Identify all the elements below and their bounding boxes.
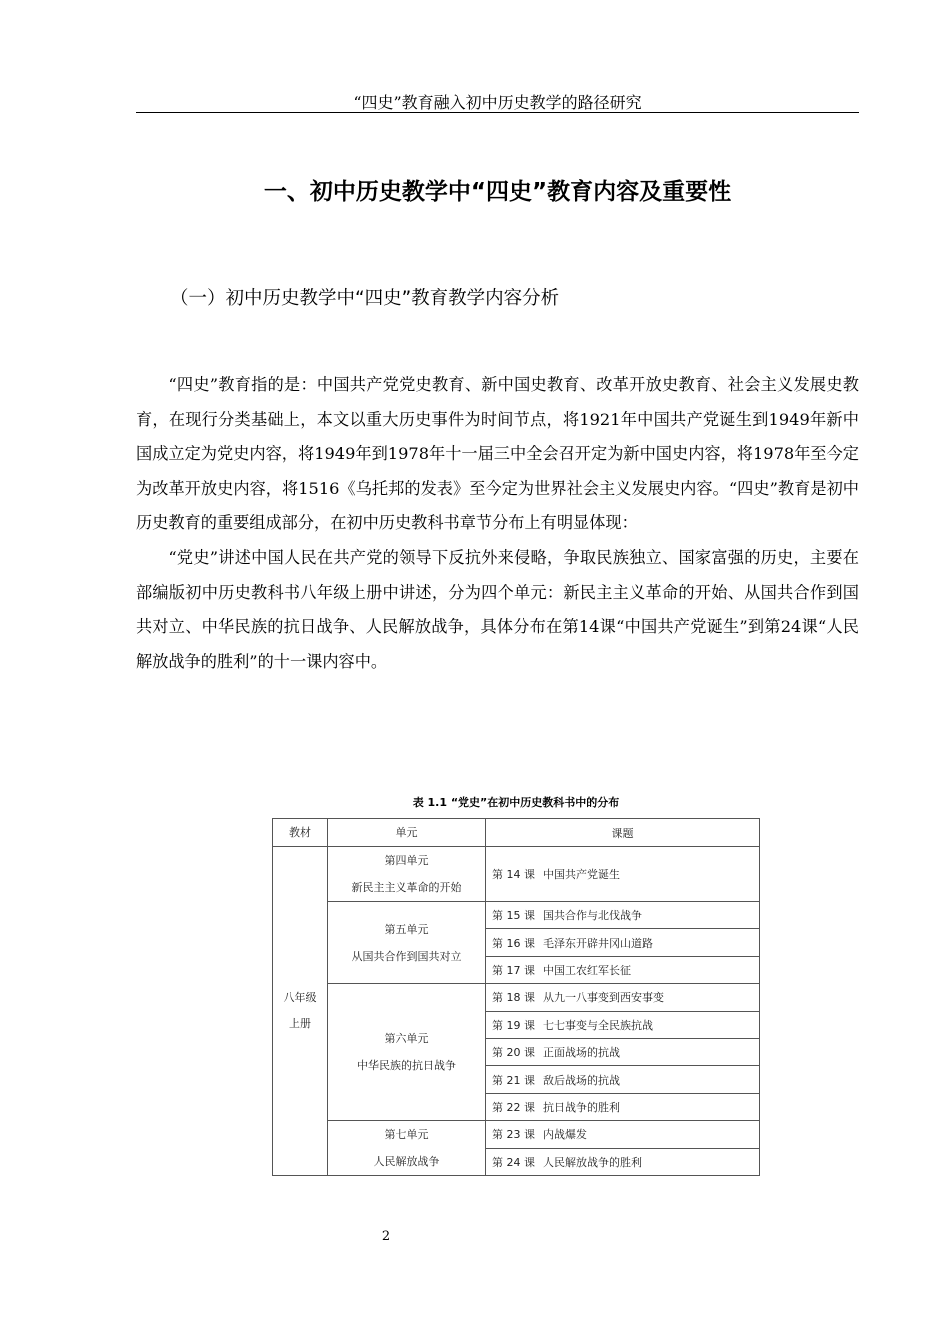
- unit-cell: [328, 984, 486, 1121]
- column-header-unit: 单元: [328, 819, 486, 847]
- party-history-distribution-table: [272, 818, 760, 1176]
- unit-number: 第五单元: [384, 922, 429, 936]
- table-row: [273, 984, 760, 1011]
- table-row: [273, 1121, 760, 1149]
- running-header: “四史”教育融入初中历史教学的路径研究: [353, 93, 642, 112]
- table-caption: 表 1.1 “党史”在初中历史教科书中的分布: [412, 796, 620, 809]
- lesson-number: 第 17 课: [492, 963, 535, 977]
- unit-title: 从国共合作到国共对立: [351, 949, 462, 963]
- lesson-cell: [486, 902, 760, 929]
- lesson-cell: [486, 984, 760, 1011]
- lesson-number: 第 16 课: [492, 936, 535, 950]
- lesson-cell: [486, 929, 760, 956]
- lesson-title: 国共合作与北伐战争: [543, 909, 642, 923]
- unit-title: 新民主主义革命的开始: [351, 881, 462, 894]
- table-row: [273, 902, 760, 929]
- lesson-number: 第 18 课: [492, 991, 535, 1005]
- lesson-number: 第 14 课: [492, 868, 535, 881]
- paragraph: “党史”讲述中国人民在共产党的领导下反抗外来侵略，争取民族独立、国家富强的历史，主要在部编版初中历史教科书八年级上册中讲述，分为四个单元：新民主主义革命的开始、从国共合作到国共对立、中华民族的抗日战争、人民解放战争，具体分布在第14课“中国共产党诞生”到第24课“人民解放战争的胜利”的十一课内容中。: [136, 547, 859, 671]
- lesson-title: 中国共产党诞生: [543, 868, 620, 881]
- unit-title: 人民解放战争: [373, 1155, 440, 1169]
- lesson-title: 七七事变与全民族抗战: [543, 1018, 653, 1032]
- lesson-number: 第 23 课: [492, 1128, 535, 1142]
- lesson-title: 毛泽东开辟井冈山道路: [543, 936, 653, 950]
- lesson-title: 抗日战争的胜利: [543, 1100, 620, 1114]
- grade-line: 上册: [289, 1017, 311, 1031]
- unit-cell: [328, 902, 486, 984]
- lesson-title: 敌后战场的抗战: [543, 1073, 620, 1087]
- unit-title: 中华民族的抗日战争: [357, 1059, 456, 1073]
- column-header-textbook: 教材: [273, 819, 328, 847]
- lesson-cell: [486, 1121, 760, 1149]
- lesson-title: 人民解放战争的胜利: [543, 1155, 642, 1169]
- unit-cell: [328, 847, 486, 902]
- unit-cell: [328, 1121, 486, 1176]
- lesson-number: 第 22 课: [492, 1100, 535, 1114]
- chapter-title: 一、初中历史教学中“四史”教育内容及重要性: [263, 179, 732, 205]
- lesson-number: 第 19 课: [492, 1018, 535, 1032]
- unit-number: 第四单元: [384, 854, 429, 867]
- lesson-number: 第 20 课: [492, 1046, 535, 1060]
- lesson-cell: [486, 1066, 760, 1093]
- lesson-cell: [486, 956, 760, 983]
- lesson-number: 第 21 课: [492, 1073, 535, 1087]
- lesson-number: 第 15 课: [492, 909, 535, 923]
- lesson-title: 从九一八事变到西安事变: [543, 991, 664, 1005]
- page-number: 2: [381, 1229, 391, 1244]
- unit-number: 第七单元: [384, 1128, 429, 1142]
- grade-line: 八年级: [283, 991, 317, 1005]
- unit-number: 第六单元: [384, 1032, 429, 1046]
- lesson-number: 第 24 课: [492, 1155, 535, 1169]
- paragraph: “四史”教育指的是：中国共产党党史教育、新中国史教育、改革开放史教育、社会主义发展史教育，在现行分类基础上，本文以重大历史事件为时间节点，将1921年中国共产党诞生到1949年新中国成立定为党史内容，将1949年到1978年十一届三中全会召开定为新中国史内容，将1978年至今定为改革开放史内容，将1516《乌托邦的发表》至今定为世界社会主义发展史内容。“四史”教育是初中历史教育的重要组成部分，在初中历史教科书章节分布上有明显体现：: [136, 375, 859, 533]
- header-rule: [136, 112, 859, 113]
- body-text: [136, 368, 859, 679]
- table-header-row: [273, 819, 760, 847]
- lesson-cell: [486, 1148, 760, 1176]
- lesson-cell: [486, 1093, 760, 1120]
- lesson-title: 内战爆发: [543, 1128, 587, 1142]
- lesson-title: 中国工农红军长征: [543, 963, 631, 977]
- section-title: （一）初中历史教学中“四史”教育教学内容分析: [170, 288, 560, 309]
- lesson-cell: [486, 1038, 760, 1065]
- lesson-title: 正面战场的抗战: [543, 1046, 620, 1060]
- lesson-cell: [486, 847, 760, 902]
- column-header-lesson: 课题: [486, 819, 760, 847]
- lesson-cell: [486, 1011, 760, 1038]
- table-row: [273, 847, 760, 902]
- grade-cell: [273, 847, 328, 1176]
